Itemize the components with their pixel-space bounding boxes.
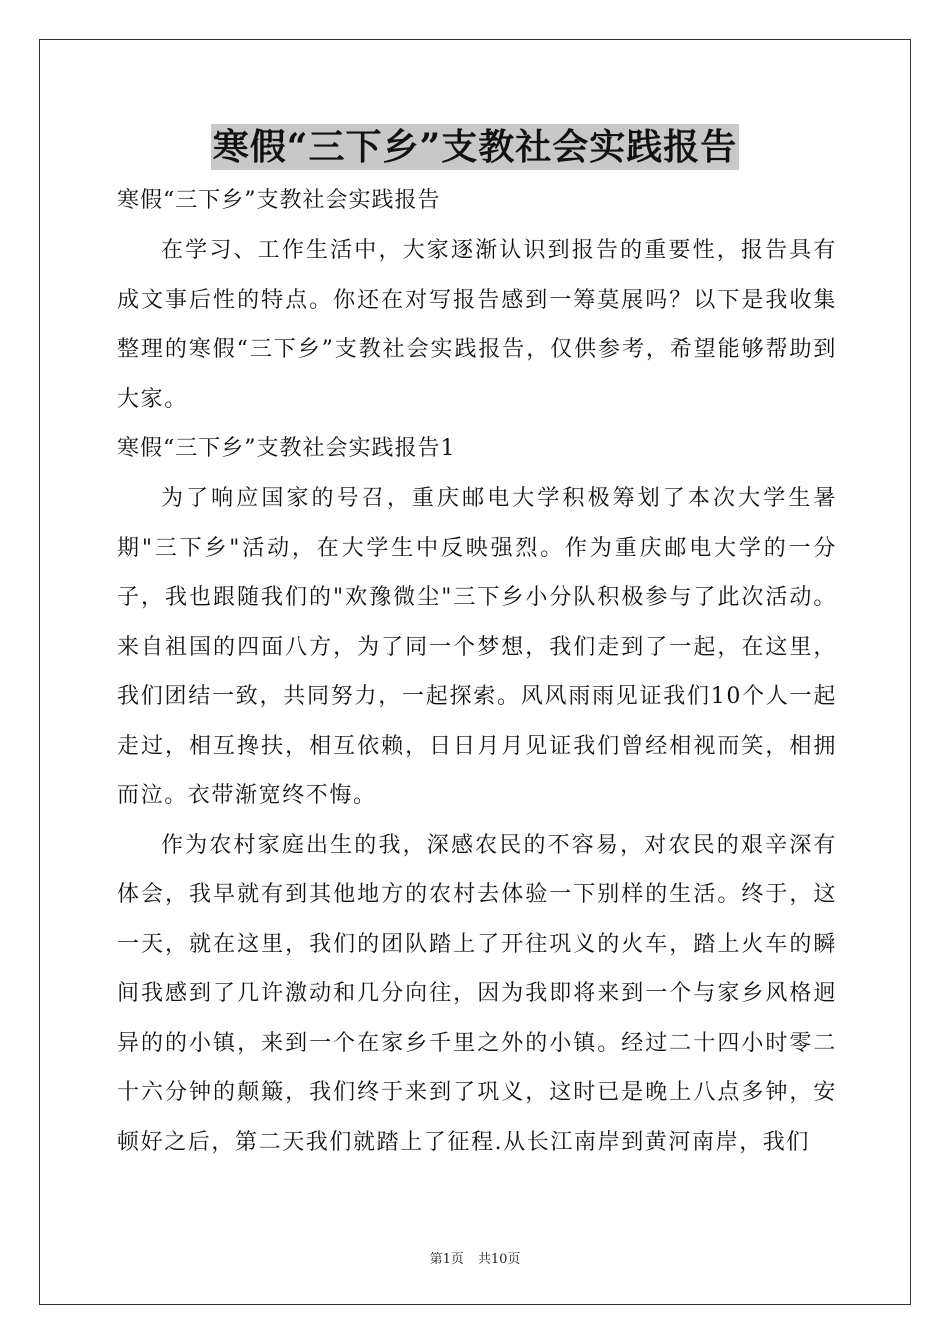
section-heading: 寒假“三下乡”支教社会实践报告1 — [117, 436, 456, 461]
page-number: 第1页 — [429, 1252, 464, 1267]
document-title: 寒假“三下乡”支教社会实践报告 — [212, 126, 738, 168]
title-area — [0, 124, 950, 170]
page-footer — [0, 1248, 950, 1267]
body-paragraph: 作为农村家庭出生的我，深感农民的不容易，对农民的艰辛深有体会，我早就有到其他地方的农村去体验一下别样的生活。终于，这一天，就在这里，我们的团队踏上了开往巩义的火车，踏上火车的瞬间我感到了几许激动和几分向往，因为我即将来到一个与家乡风格迥异的的小镇，来到一个在家乡千里之外的小镇。经过二十四小时零二十六分钟的颠簸，我们终于来到了巩义，这时已是晚上八点多钟，安顿好之后，第二天我们就踏上了征程.从长江南岸到黄河南岸，我们 — [117, 832, 837, 1155]
page-total: 共10页 — [477, 1252, 521, 1267]
body-paragraph: 为了响应国家的号召，重庆邮电大学积极筹划了本次大学生暑期"三下乡"活动，在大学生中反映强烈。作为重庆邮电大学的一分子，我也跟随我们的"欢豫微尘"三下乡小分队积极参与了此次活动。来自祖国的四面八方，为了同一个梦想，我们走到了一起，在这里，我们团结一致，共同努力，一起探索。风风雨雨见证我们10个人一起走过，相互搀扶，相互依赖，日日月月见证我们曾经相视而笑，相拥而泣。衣带渐宽终不悔。 — [117, 486, 837, 808]
document-subtitle: 寒假“三下乡”支教社会实践报告 — [117, 188, 441, 213]
intro-paragraph: 在学习、工作生活中，大家逐渐认识到报告的重要性，报告具有成文事后性的特点。你还在对写报告感到一筹莫展吗？以下是我收集整理的寒假“三下乡”支教社会实践报告，仅供参考，希望能够帮助到大家。 — [117, 238, 837, 412]
document-body — [117, 176, 837, 1167]
